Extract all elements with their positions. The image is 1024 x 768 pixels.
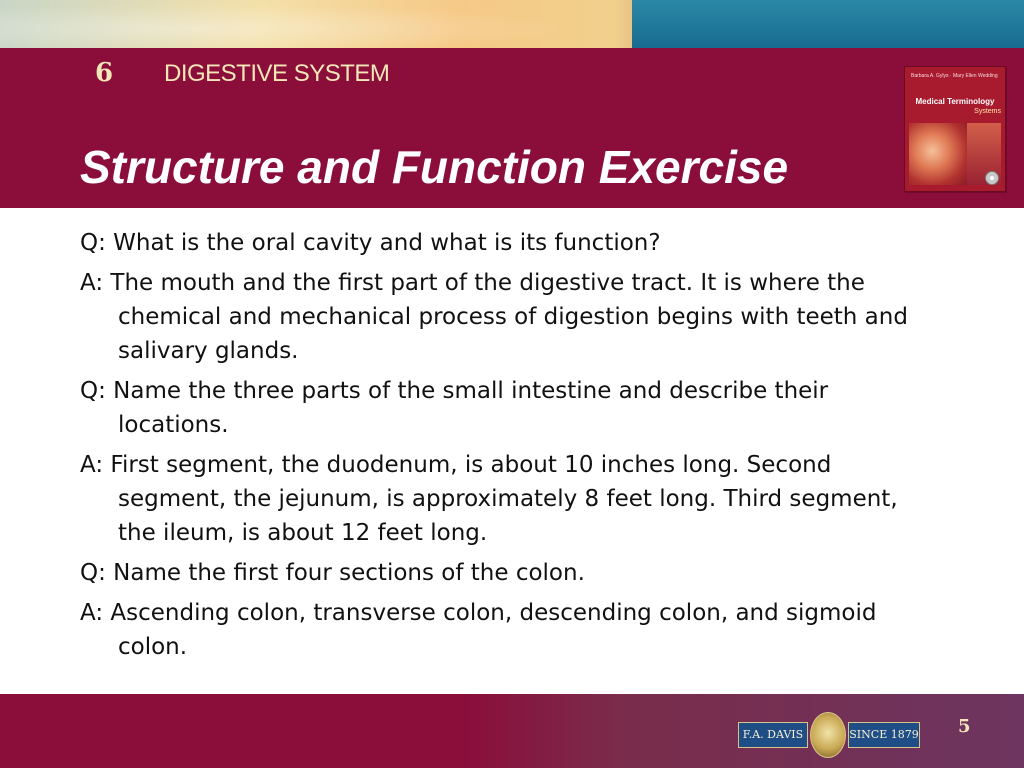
qa-item: Q: What is the oral cavity and what is its function? (80, 230, 661, 256)
page-number: 5 (958, 716, 971, 737)
qa-item: Q: Name the first four sections of the colon. (80, 560, 585, 586)
cd-disc-icon (985, 171, 999, 185)
book-cover-image (904, 66, 1006, 192)
top-decorative-band (0, 0, 1024, 48)
qa-item: A: First segment, the duodenum, is about 10 inches long. Second segment, the jejunum, is approximately 8 feet long. Third segment, the ileum, is about 12 feet long. (80, 452, 898, 546)
qa-item: A: The mouth and the first part of the digestive tract. It is where the chemical and mechanical process of digestion begins with teeth and salivary glands. (80, 270, 908, 364)
top-band-teal-block (632, 0, 1024, 48)
chapter-name: DIGESTIVE SYSTEM (164, 60, 390, 87)
publisher-logo (738, 708, 918, 760)
book-authors: Barbara A. Gylys · Mary Ellen Wedding (911, 73, 998, 79)
book-subtitle: Systems (974, 108, 1001, 115)
book-title: Medical Terminology (915, 97, 995, 106)
slide-title: Structure and Function Exercise (80, 141, 789, 193)
logo-right-label: SINCE 1879 (848, 722, 920, 748)
logo-left-label: F.A. DAVIS (738, 722, 808, 748)
slide-body (80, 226, 920, 670)
globe-icon (810, 712, 846, 758)
top-band-highlight (0, 0, 640, 48)
qa-item: A: Ascending colon, transverse colon, descending colon, and sigmoid colon. (80, 600, 877, 660)
qa-item: Q: Name the three parts of the small intestine and describe their locations. (80, 378, 829, 438)
book-cover-art (909, 123, 967, 185)
chapter-number: 6 (95, 58, 114, 88)
